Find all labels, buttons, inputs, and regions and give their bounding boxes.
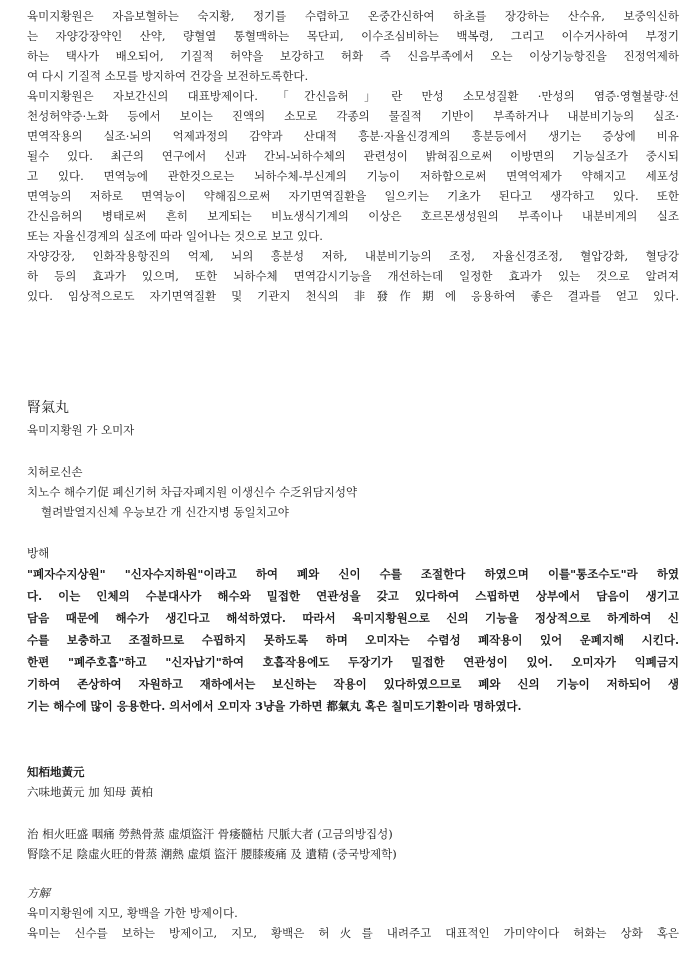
explanation-line: 수를 보충하고 조절하므로 수핍하지 못하도록 하며 오미자는 수렴성 폐작용이 있어 운폐지해 시킨다. [27, 633, 679, 647]
paragraph-line: 있다. 임상적으로도 자기면역질환 및 기관지 천식의 非發作期에 응용하여 좋은 결과를 얻고 있다. [27, 289, 679, 303]
paragraph-line: 천성허약증·노화 등에서 보이는 진액의 소모로 각종의 물질적 기반이 부족하거나 내분비기능의 실조· [27, 109, 679, 123]
explanation-block [27, 543, 679, 717]
explanation-block [27, 883, 679, 943]
explanation-line: 육미지황원에 지모, 황백을 가한 방제이다. [27, 906, 238, 920]
explanation-line: 담음 때문에 해수가 생긴다고 해석하였다. 따라서 육미지황원으로 신의 기능을 정상적으로 하게하여 신 [27, 611, 679, 625]
section-intro [27, 6, 679, 306]
paragraph-line: 육미지황원은 자보간신의 대표방제이다. 「간신음허」란 만성 소모성질환 ·만성의 염증·영혈불량·선 [27, 89, 679, 103]
paragraph-line: 고 있다. 면역능에 관한것으로는 뇌하수체-부신계의 기능이 저하함으로써 면역억제가 약해지고 세포성 [27, 169, 679, 183]
paragraph-line: 면역능의 저하로 면역능이 약해짐으로써 자기면역질환을 일으키는 기초가 된다고 생각하고 있다. 또한 [27, 189, 679, 203]
formula-title: 知栢地黃元 [27, 765, 85, 779]
indication-line: 治 相火旺盛 咽痛 勞熱骨蒸 虛煩盜汗 骨痿髓枯 尺脈大者 (고금의방집성) [27, 827, 393, 841]
section-jibaekjihwangwon [27, 762, 679, 802]
indication-line: 혈려발열지신체 우능보간 개 신간지병 동일치고야 [41, 505, 289, 519]
explanation-line: 육미는 신수를 보하는 방제이고, 지모, 황백은 허火를 내려주고 대표적인 가미약이다 허화는 상화 혹은 [27, 926, 679, 940]
paragraph-line: 될수 있다. 최근의 연구에서 신과 간뇌-뇌하수체의 관련성이 밝혀짐으로써 이방면의 기능실조가 중시되 [27, 149, 679, 163]
paragraph-line: 여 다시 기질적 소모를 방지하여 건강을 보전하도록한다. [27, 69, 309, 83]
indications-block [27, 462, 679, 522]
explanation-line: 기하여 존상하여 자원하고 재하에서는 보신하는 작용이 있다하였으므로 폐와 신의 기능이 저하되어 생 [27, 677, 679, 691]
indication-line: 치노수 해수기促 폐신기허 차급자폐지원 이생신수 수乏위담지성약 [27, 485, 358, 499]
section-shingihwan [27, 398, 679, 440]
indications-block [27, 824, 679, 864]
formula-composition: 육미지황원 가 오미자 [27, 423, 135, 437]
formula-title: 腎氣丸 [27, 400, 69, 416]
explanation-line: 한편 "폐주호흡"하고 "신자납기"하여 호흡작용에도 두장기가 밀접한 연관성이 있어. 오미자가 익폐금지 [27, 655, 679, 669]
explanation-heading: 방해 [27, 546, 50, 560]
paragraph-line: 는 자양강장약인 산약, 량혈열 통혈맥하는 목단피, 이수조심비하는 백복령, 그리고 이수거사하여 부정기 [27, 29, 679, 43]
paragraph-line: 간신음허의 병태로써 흔히 보게되는 비뇨생식기계의 이상은 호르몬생성원의 부족이나 내분비계의 실조 [27, 209, 679, 223]
formula-composition: 六味地黃元 加 知母 黃柏 [27, 785, 153, 799]
indications-heading: 치허로신손 [27, 465, 83, 479]
paragraph-line: 자양강장, 인화작용항진의 억제, 뇌의 흥분성 저하, 내분비기능의 조정, 자율신경조정, 혈압강화, 혈당강 [27, 249, 679, 263]
explanation-line: "폐자수지상원" "신자수지하원"이라고 하여 폐와 신이 수를 조절한다 하였으며 이를"통조수도"라 하였 [27, 567, 679, 581]
paragraph-line: 또는 자율신경계의 실조에 따라 일어나는 것으로 보고 있다. [27, 229, 323, 243]
paragraph-line: 하 등의 효과가 있으며, 또한 뇌하수체 면역감시기능을 개선하는데 일정한 효과가 있는 것으로 알려져 [27, 269, 679, 283]
explanation-heading: 方解 [27, 886, 50, 900]
indication-line: 腎陰不足 陰虛火旺的骨蒸 潮熱 虛煩 盜汗 腰膝痠痛 及 遺精 (중국방제학) [27, 847, 397, 861]
explanation-line: 다. 이는 인체의 수분대사가 해수와 밀접한 연관성을 갖고 있다하여 스핍하면 상부에서 담음이 생기고 [27, 589, 679, 603]
paragraph-line: 면역작용의 실조·뇌의 억제과정의 감약과 산대적 흥분·자율신경계의 흥분등에서 생기는 증상에 비유 [27, 129, 679, 143]
explanation-line: 기는 해수에 많이 응용한다. 의서에서 오미자 3냥을 가하면 都氣丸 혹은 칠미도기환이라 명하였다. [27, 699, 522, 713]
paragraph-line: 육미지황원은 자음보혈하는 숙지황, 정기를 수렴하고 온중간신하여 하초를 장강하는 산수유, 보중익신하 [27, 9, 679, 23]
paragraph-line: 하는 택사가 배오되어, 기질적 허약을 보강하고 허화 즉 신음부족에서 오는 이상기능항진을 진정억제하 [27, 49, 679, 63]
